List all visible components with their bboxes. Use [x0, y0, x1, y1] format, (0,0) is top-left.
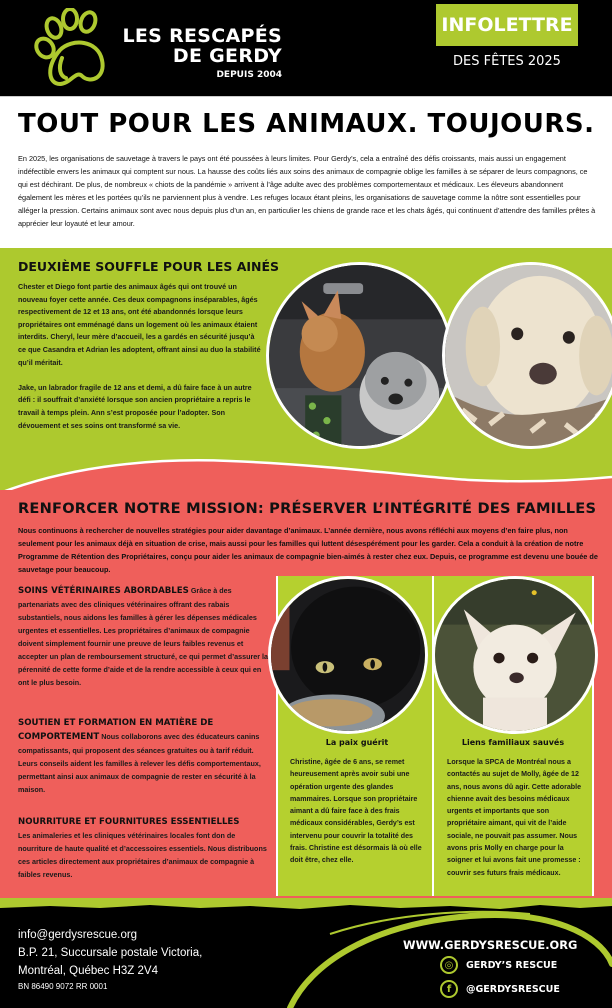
photo-chester-diego — [266, 262, 453, 449]
seniors-title: DEUXIÈME SOUFFLE POUR LES AINÉS — [18, 259, 280, 274]
edition-label: DES FÊTES 2025 — [453, 54, 561, 69]
page-title: TOUT POUR LES ANIMAUX. TOUJOURS. — [18, 109, 595, 139]
seniors-paragraph-1: Chester et Diego font partie des animaux âgés qui ont trouvé un nouveau foyer cette année. Ces deux compagnons inséparables, âgés respectivement de 12 et 13 ans, ont été abandonnés lorsque leurs propriétaires ont emménagé dans un logement où les animaux étaient interdits. Cheryl, leur mère d’accueil, les a gardés en sécurité jusqu’à ce que Casandra et Adrian les adoptent, offrant ainsi au duo la stabilité qu’il méritait. — [18, 282, 261, 367]
photo-christine — [268, 576, 428, 734]
program-body: Nous collaborons avec des éducateurs canins compatissants, qui proposent des séances gratuites ou à tarif réduit. Leurs conseils aident les familles à relever les défis comportementaux, permettant ainsi aux animaux de compagnie de rester en sécurité à la maison. — [18, 732, 261, 794]
program-title: SOINS VÉTÉRINAIRES ABORDABLES — [18, 586, 189, 596]
program-body: Les animaleries et les cliniques vétérinaires locales font don de nourriture de haute qualité et d’accessoires essentiels. Nous distribuons ces articles directement aux propriétaires d’animaux de compagnie à faibles revenus. — [18, 831, 267, 879]
seniors-body — [18, 281, 264, 432]
address-line1: B.P. 21, Succursale postale Victoria, — [18, 947, 203, 959]
mission-title: RENFORCER NOTRE MISSION: PRÉSERVER L’INTÉGRITÉ DES FAMILLES — [18, 500, 597, 517]
email-link[interactable]: info@gerdysrescue.org — [18, 929, 138, 941]
photo-molly — [432, 576, 598, 734]
story-title: La paix guérit — [325, 738, 389, 747]
program-title: SOUTIEN ET FORMATION EN MATIÈRE DE COMPORTEMENT — [18, 718, 214, 742]
business-number: BN 86490 9072 RR 0001 — [18, 982, 108, 991]
website-link[interactable]: WWW.GERDYSRESCUE.ORG — [403, 938, 578, 952]
story-title: Liens familiaux sauvés — [461, 738, 565, 747]
program-body: Grâce à des partenariats avec des cliniques vétérinaires offrant des rabais substantiels, nous aidons les familles à gérer les dépenses médicales urgentes et essentielles. Les propriétaires d’animaux de compagnie doivent simplement fournir une preuve de leurs faibles revenus et accepter un plan de remboursement structuré, ce qui permet d’assurer la pérennité de cette forme d’aide et de la rendre accessible à ceux qui en ont le plus besoin. — [18, 586, 269, 687]
org-name-line1: LES RESCAPÉS — [122, 25, 282, 47]
mission-lead-text-end: , conçu pour aider les animaux de compagnie bien-aimés à rester chez eux. Depuis, ce programme est devenu une bouée de sauvetage pour beaucoup. — [18, 552, 598, 574]
story-body: Lorsque la SPCA de Montréal nous a contactés au sujet de Molly, âgée de 12 ans, nous avons dû agir. Cette adorable chienne avait des besoins médicaux urgents et importants que son propriétaire aimant, qui vit de l’aide sociale, ne pouvait pas assumer. Nous avons pris Molly en charge pour la soigner et lui avons fait une promesse : couvrir ses futurs frais médicaux. — [447, 758, 582, 877]
intro-body: En 2025, les organisations de sauvetage à travers le pays ont été poussées à leurs limites. Pour Gerdy’s, cela a entraîné des défis croissants, mais aussi un engagement indéfectible envers les animaux qui comptent sur nous. La hausse des coûts liés aux soins des animaux de compagnie oblige les familles à se séparer de leurs compagnons, ce qui est déchirant. De plus, de nombreux « chiots de la pandémie » arrivent à l’âge adulte avec des problèmes comportementaux et médicaux. Les éleveurs abandonnent également les mères et les portées qu’ils ne parviennent plus à vendre. Les refuges locaux étant pleins, les organisations de sauvetage comme la nôtre sont essentielles pour alléger la pression. Certains animaux sont avec nous depuis plus d’un an, en particulier les chiens de grande race et les chats âgés, qui continuent d’attendre des familles prêtes à apprécier leur loyauté et leur amour. — [18, 154, 596, 229]
address-line2: Montréal, Québec H3Z 2V4 — [18, 965, 158, 977]
footer — [0, 902, 612, 1008]
org-since: DEPUIS 2004 — [216, 70, 282, 80]
program-title: NOURRITURE ET FOURNITURES ESSENTIELLES — [18, 817, 240, 827]
program-behaviour — [18, 716, 270, 796]
org-name — [120, 26, 282, 81]
photo-jake — [442, 262, 612, 449]
instagram-handle: GERDY’S RESCUE — [466, 959, 558, 971]
program-food — [18, 816, 270, 881]
contact-info — [18, 926, 202, 994]
paw-print-icon — [32, 8, 112, 90]
story-body: Christine, âgée de 6 ans, se remet heureusement après avoir subi une opération urgente des glandes mammaires. Lorsque son propriétaire aimant a dû faire face à des frais médicaux considérables, Gerdy’s est intervenu pour couvrir la totalité des frais. Christine est désormais là où elle doit être, chez elle. — [290, 758, 422, 865]
program-vet-care — [18, 584, 270, 689]
facebook-link[interactable] — [440, 980, 560, 998]
facebook-handle: @GERDYSRESCUE — [466, 983, 560, 995]
facebook-icon: f — [440, 980, 458, 998]
intro-section — [0, 96, 612, 248]
instagram-icon: ◎ — [440, 956, 458, 974]
org-name-line2: DE GERDY — [172, 45, 282, 67]
header — [0, 0, 612, 96]
seniors-paragraph-2: Jake, un labrador fragile de 12 ans et demi, a dû faire face à un autre défi : il souffrait d’anxiété lorsque son ancien propriétaire a repris le travail à temps plein. Ann s’est proposée pour l’adopter. Son dévouement et ses soins ont transformé sa vie. — [18, 382, 252, 430]
newsletter-badge: INFOLETTRE — [436, 4, 578, 46]
mission-lead-text: Nous continuons à rechercher de nouvelles stratégies pour aider davantage d’animaux. L’année dernière, nous avons réfléchi aux moyens d’en faire plus, non seulement pour les animaux déjà en situation de crise, mais aussi pour les familles qui luttent désespérément pour les garder. Cela a conduit à la création de notre — [18, 526, 584, 548]
instagram-link[interactable] — [440, 956, 557, 974]
mission-lead — [18, 524, 598, 576]
program-name: Programme de Rétention des Propriétaires — [18, 552, 167, 561]
